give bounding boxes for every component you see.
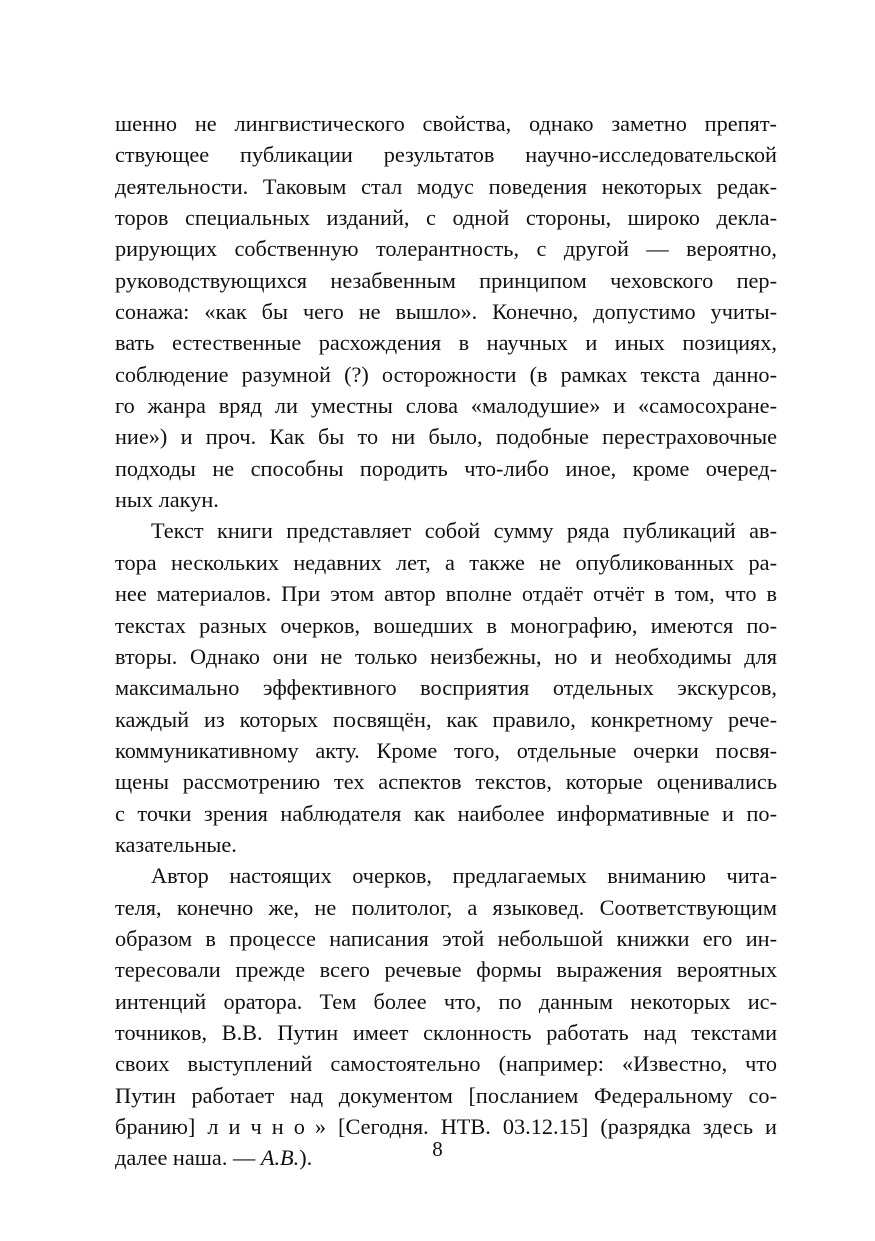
text-line: с точки зрения наблюдателя как наиболее информативные и по- (115, 800, 777, 826)
text-line: Автор настоящих очерков, предлагаемых вниманию чита- (151, 863, 777, 889)
author-initials: А.В. (260, 1145, 300, 1171)
text-line: ных лакун. (115, 487, 219, 513)
text-line: шенно не лингвистического свойства, однако заметно препят- (115, 111, 777, 136)
text-line: коммуникативному акту. Кроме того, отдельные очерки посвя- (115, 737, 777, 763)
text-line: своих выступлений самостоятельно (например: «Известно, что (115, 1051, 777, 1077)
text-segment: бранию] (115, 1114, 208, 1139)
text-line: точников, В.В. Путин имеет склонность работать над текстами (115, 1019, 777, 1045)
text-line: вторы. Однако они не только неизбежны, но и необходимы для (115, 643, 777, 669)
text-line: казательные. (115, 831, 237, 857)
text-line: максимально эффективного восприятия отдельных экскурсов, (115, 675, 777, 701)
text-line: торов специальных изданий, с одной стороны, широко декла- (115, 205, 777, 231)
text-line: вать естественные расхождения в научных и иных позициях, (115, 330, 777, 356)
text-line: щены рассмотрению тех аспектов текстов, которые оценивались (115, 769, 777, 795)
text-line: руководствующихся незабвенным принципом чеховского пер- (115, 267, 777, 293)
text-line: деятельности. Таковым стал модус поведения некоторых редак- (115, 173, 777, 199)
text-segment: далее наша. — (115, 1145, 261, 1171)
text-line: каждый из которых посвящён, как правило, конкретному рече- (115, 706, 777, 732)
text-segment: ). (299, 1145, 313, 1171)
text-line: тора нескольких недавних лет, а также не опубликованных ра- (115, 549, 777, 575)
text-line: го жанра вряд ли уместны слова «малодушие» и «самосохране- (115, 393, 777, 419)
text-line: нее материалов. При этом автор вполне отдаёт отчёт в том, что в (115, 581, 777, 607)
text-line: Текст книги представляет собой сумму ряда публикаций ав- (151, 518, 777, 544)
text-line: соблюдение разумной (?) осторожности (в рамках текста данно- (115, 361, 777, 387)
paragraph-2 (115, 515, 777, 860)
text-line: сонажа: «как бы чего не вышло». Конечно, допустимо учиты- (115, 299, 777, 325)
page-number: 8 (432, 1137, 443, 1161)
spaced-emphasis-word: лично (207, 1114, 315, 1139)
text-line: теля, конечно же, не политолог, а языковед. Соответствующим (115, 894, 777, 920)
paragraph-3 (115, 860, 777, 1173)
text-line: образом в процессе написания этой небольшой книжки его ин- (115, 925, 777, 951)
text-line: ствующее публикации результатов научно-исследовательской (115, 142, 777, 168)
text-line: рирующих собственную толерантность, с другой — вероятно, (115, 236, 777, 262)
text-line: интенций оратора. Тем более что, по данным некоторых ис- (115, 988, 777, 1014)
text-line: ние») и проч. Как бы то ни было, подобные перестраховочные (115, 424, 777, 450)
text-line: текстах разных очерков, вошедших в монографию, имеются по- (115, 612, 777, 638)
text-segment: » [Сегодня. НТВ. 03.12.15] (разрядка здесь и (314, 1114, 777, 1139)
paragraph-1 (115, 108, 777, 515)
text-line: подходы не способны породить что-либо иное, кроме очеред- (115, 455, 777, 481)
page-body (115, 108, 777, 1174)
text-line: Путин работает над документом [посланием Федеральному со- (115, 1082, 777, 1108)
text-line: тересовали прежде всего речевые формы выражения вероятных (115, 957, 777, 983)
